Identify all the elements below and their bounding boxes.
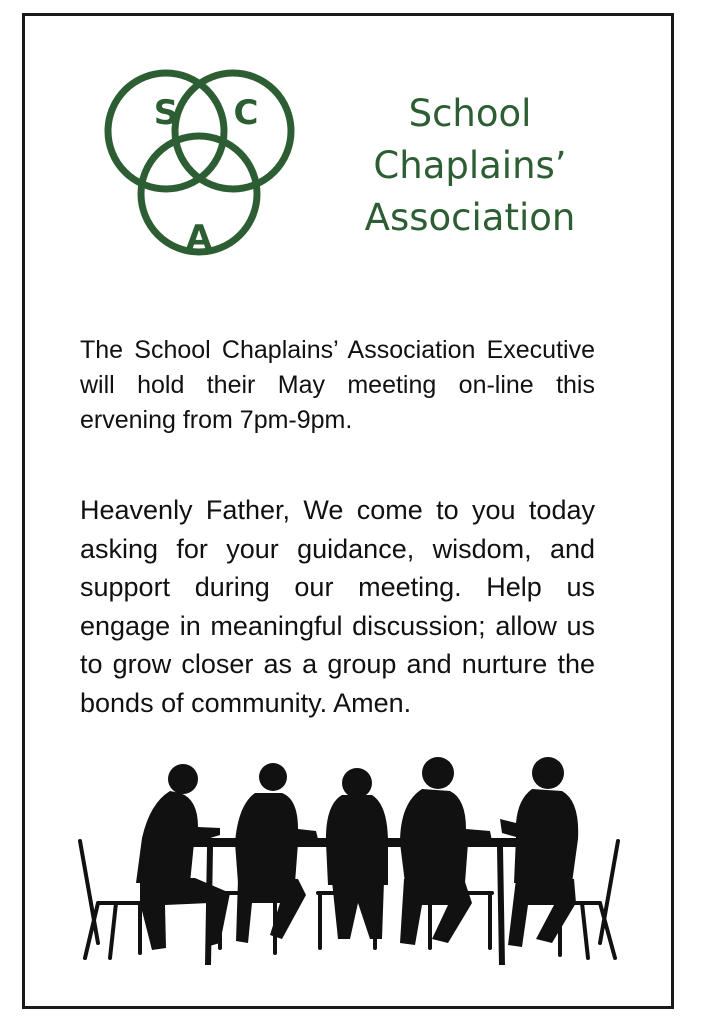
meeting-announcement: The School Chaplains’ Association Executive will hold their May meeting on-line this ervening from 7pm-9pm.: [80, 336, 595, 434]
meeting-silhouette-icon: [70, 743, 630, 965]
sca-logo: [93, 66, 303, 276]
logo-letter-s: S: [153, 93, 179, 133]
org-name-line-1: School: [408, 92, 532, 135]
logo-letter-c: C: [233, 93, 259, 133]
org-name-line-2: Chaplains’: [373, 144, 567, 187]
logo-letter-a: A: [185, 218, 213, 258]
prayer-text: Heavenly Father, We come to you today asking for your guidance, wisdom, and support during our meeting. Help us engage in meaningful discussion; allow us to grow closer as a group and nurture the bonds of community. Amen.: [80, 495, 595, 718]
announcement-card: [22, 13, 674, 1009]
organization-name: [355, 88, 585, 244]
org-name-line-3: Association: [364, 196, 576, 239]
